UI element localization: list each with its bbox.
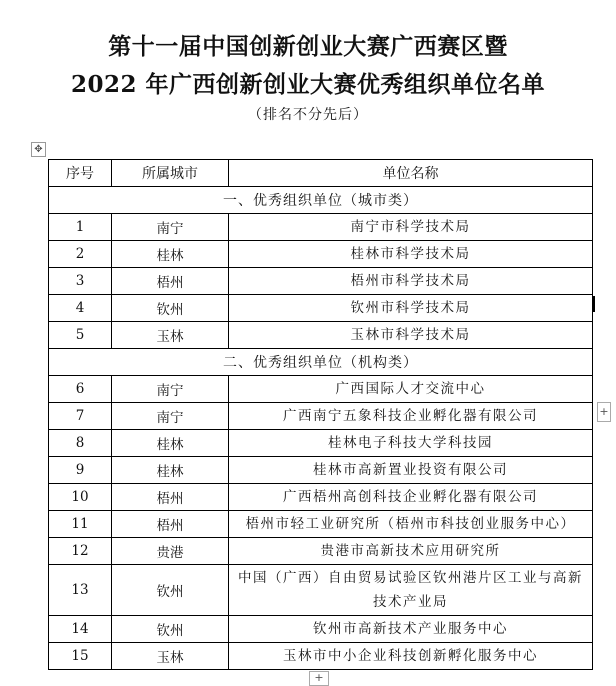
organization-table xyxy=(48,159,593,670)
row-number: 4 xyxy=(49,295,112,322)
text-cursor xyxy=(593,296,595,312)
row-number: 3 xyxy=(49,268,112,295)
add-row-icon[interactable]: + xyxy=(309,671,329,686)
row-number: 9 xyxy=(49,457,112,484)
row-city: 钦州 xyxy=(112,565,229,616)
header-number: 序号 xyxy=(49,160,112,187)
row-number: 12 xyxy=(49,538,112,565)
row-city: 南宁 xyxy=(112,376,229,403)
row-city: 梧州 xyxy=(112,484,229,511)
row-city: 玉林 xyxy=(112,643,229,670)
row-city: 桂林 xyxy=(112,457,229,484)
row-unit-name: 贵港市高新技术应用研究所 xyxy=(229,538,593,565)
table-row xyxy=(49,322,593,349)
row-number: 14 xyxy=(49,616,112,643)
section-title: 一、优秀组织单位（城市类） xyxy=(49,187,593,214)
table-row xyxy=(49,214,593,241)
document-subtitle: （排名不分先后） xyxy=(248,107,368,123)
table-row xyxy=(49,295,593,322)
row-city: 桂林 xyxy=(112,430,229,457)
row-unit-name: 钦州市科学技术局 xyxy=(229,295,593,322)
row-city: 玉林 xyxy=(112,322,229,349)
row-city: 梧州 xyxy=(112,511,229,538)
table-row xyxy=(49,430,593,457)
row-city: 钦州 xyxy=(112,616,229,643)
add-column-icon[interactable]: + xyxy=(597,402,611,422)
row-unit-name: 玉林市科学技术局 xyxy=(229,322,593,349)
row-city: 桂林 xyxy=(112,241,229,268)
row-unit-name: 广西国际人才交流中心 xyxy=(229,376,593,403)
document-title-line1: 第十一届中国创新创业大赛广西赛区暨 xyxy=(108,33,508,60)
row-unit-name: 桂林市科学技术局 xyxy=(229,241,593,268)
row-unit-name: 梧州市轻工业研究所（梧州市科技创业服务中心） xyxy=(229,511,593,538)
row-unit-name: 桂林市高新置业投资有限公司 xyxy=(229,457,593,484)
table-row xyxy=(49,403,593,430)
table-row xyxy=(49,616,593,643)
row-number: 8 xyxy=(49,430,112,457)
table-row xyxy=(49,241,593,268)
section-title: 二、优秀组织单位（机构类） xyxy=(49,349,593,376)
row-number: 6 xyxy=(49,376,112,403)
table-row xyxy=(49,643,593,670)
row-city: 南宁 xyxy=(112,403,229,430)
table-row xyxy=(49,268,593,295)
table-row xyxy=(49,457,593,484)
row-number: 1 xyxy=(49,214,112,241)
row-unit-name: 南宁市科学技术局 xyxy=(229,214,593,241)
row-unit-name: 广西梧州高创科技企业孵化器有限公司 xyxy=(229,484,593,511)
header-city: 所属城市 xyxy=(112,160,229,187)
row-city: 梧州 xyxy=(112,268,229,295)
section-row xyxy=(49,349,593,376)
row-number: 13 xyxy=(49,565,112,616)
table-row xyxy=(49,565,593,616)
table-row xyxy=(49,484,593,511)
row-number: 10 xyxy=(49,484,112,511)
row-city: 贵港 xyxy=(112,538,229,565)
table-move-handle-icon[interactable]: ✥ xyxy=(31,142,46,157)
table-row xyxy=(49,511,593,538)
table-row xyxy=(49,538,593,565)
row-unit-name: 钦州市高新技术产业服务中心 xyxy=(229,616,593,643)
document-title-line2: 2022 年广西创新创业大赛优秀组织单位名单 xyxy=(70,71,546,98)
table-row xyxy=(49,376,593,403)
section-row xyxy=(49,187,593,214)
row-number: 11 xyxy=(49,511,112,538)
row-unit-name: 梧州市科学技术局 xyxy=(229,268,593,295)
row-number: 2 xyxy=(49,241,112,268)
row-number: 5 xyxy=(49,322,112,349)
row-unit-name: 玉林市中小企业科技创新孵化服务中心 xyxy=(229,643,593,670)
row-unit-name: 广西南宁五象科技企业孵化器有限公司 xyxy=(229,403,593,430)
header-unit-name: 单位名称 xyxy=(229,160,593,187)
table-header-row xyxy=(49,160,593,187)
row-unit-name: 中国（广西）自由贸易试验区钦州港片区工业与高新技术产业局 xyxy=(229,565,593,616)
row-number: 15 xyxy=(49,643,112,670)
row-number: 7 xyxy=(49,403,112,430)
row-city: 钦州 xyxy=(112,295,229,322)
row-city: 南宁 xyxy=(112,214,229,241)
row-unit-name: 桂林电子科技大学科技园 xyxy=(229,430,593,457)
